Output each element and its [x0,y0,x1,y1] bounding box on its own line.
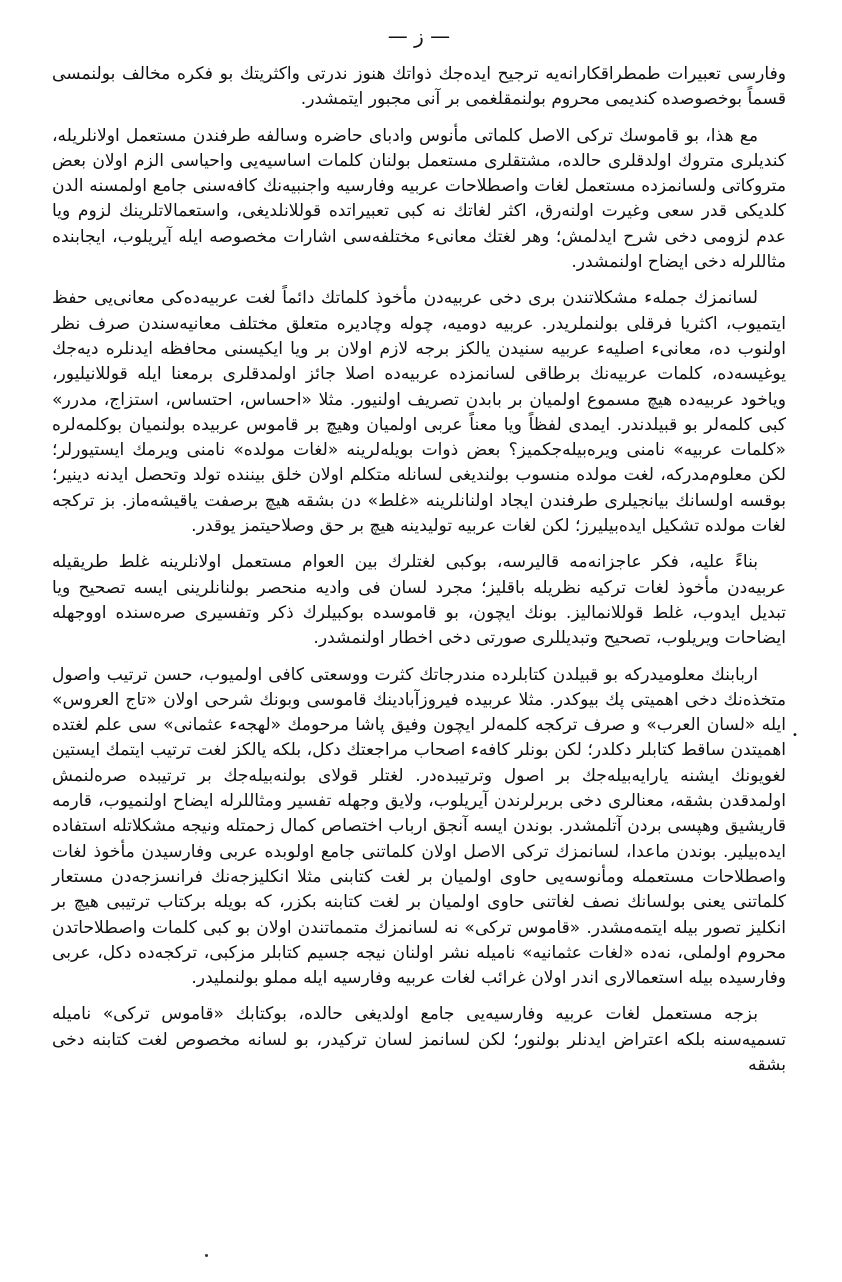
paragraph-1: وفارسی تعبیرات طمطراقکارانه‌یه ترجیح ایده‌جك ذواتك هنوز ندرتی واکثریتك بو فکره مخالف بولنمسی قسماً بوخصوصده کندیمی محروم بولنمقلغمی بر آنی مجبور ایتمشدر. [52,64,786,110]
margin-dot-mark: • [792,730,798,741]
page-number: — ز — [387,24,451,48]
paragraph-6: بزجه مستعمل لغات عربیه وفارسیه‌یی جامع اولدیغی حالده، بوکتابك «قاموس ترکی» نامیله تسمیه‌سنه بلکه اعتراض ایدنلر بولنور؛ لکن لسانمز لسان ترکیدر، بو لسانه مخصوص لغت کتابنه دخی بشقه [52,1004,786,1075]
paragraph-2: مع هذا، بو قاموسك ترکی الاصل کلماتی مأنوس وادبای حاضره وسالفه طرفندن مستعمل اولانلریله، کندیلری متروك اولدقلری حالده، مشتقلری مستعمل بولنان کلمات اساسیه‌یی واحیاسی الزم اولان بعض متروکاتی ولسانمزده مستعمل لغات واصطلاحات عربیه وفارسیه واجنبیه‌نك کافه‌سنی جامع اولمسنه الدن کلدیکی قدر سعی وغیرت اولنه‌رق، اکثر لغاتك نه کبی تعبیراتده قوللانلدیغی، واستعمالاتلرینك لزوم ویا عدم لزومی دخی شرح ایدلمش؛ وهر لغتك معانیء مختلفه‌سی اشارات مخصوصه ایله آیریلوب، ایجابنده مثاللرله دخی ایضاح اولنمشدر. [52,125,786,273]
paragraph-4: بناءً علیه، فکر عاجزانه‌مه قالیرسه، بوکبی لغتلرك بین العوام مستعمل اولانلرینه غلط طریقیله عربیه‌دن مأخوذ لغات ترکیه نظریله باقلیز؛ مجرد لسان فی وادیه منحصر بولنانلرینی ایسه تصحیح ویا تبدیل ایدوب، غلط قوللانمالیز. بونك ایچون، بو قاموسده بوکبیلرك ذکر وتفسیری صره‌سنده اووجهله ایضاحات ویریلوب، تصحیح وتبدیللری صورتی دخی اخطار اولنمشدر. [52,552,786,649]
paragraph-5: اربابنك معلومیدرکه بو قبیلدن کتابلرده مندرجاتك کثرت ووسعتی کافی اولمیوب، حسن ترتیب واصول متخذه‌نك دخی اهمیتی پك بیوکدر. مثلا عربیده فیروزآبادینك قاموسی وبونك شرحی اولان «تاج العروس» ایله «لسان العرب» و صرف ترکجه کلمه‌لر ایچون وفیق پاشا مرحومك «لهجهء عثمانی» سی علم لغتده اهمیتدن ساقط کتابلر دکلدر؛ لکن بونلر کافهء اصحاب مراجعتك دکل، بلکه یالکز لغت ترتیب ایتمك ایستین لغویونك ایشنه یارایه‌بیله‌جك بر اصول وترتیبده‌در. لغتلر قولای بولنه‌بیله‌جك بر ترتیبده صره‌لنمش اولمدقدن بشقه، معنالری دخی بربرلرندن آیریلوب، ولایق وجهله تفسیر ومثاللرله ایضاح اولنمیوب، قارمه قاریشیق وهپسی بردن آتلمشدر. بوندن ایسه آنجق ارباب اختصاص کمال زحمتله ونیجه مشکلاتله استفاده ایده‌بیلیر. بوندن ماعدا، لسانمزك ترکی الاصل اولان کلماتنی جامع اولوبده عربی وفارسیدن مأخوذ لغات واصطلاحات مستعمله ومأنوسه‌یی حاوی اولمیان بر لغت کتابنی مثلا انکلیزجه‌نك فرانسزجه‌دن مستعار کلماتنی یعنی بولسانك نصف لغاتنی حاوی اولمیان بر لغت کتابنه بکزر، که بویله برکتاب ترتیبی هیچ بر انکلیز تصور بیله ایتمه‌مشدر. «قاموس ترکی» نه لسانمزك متمماتندن اولان بو کبی کلمات واصطلاحاتدن محروم اولملی، نه‌ده «لغات عثمانیه» نامیله نشر اولنان نیجه جسیم کتابلر مزکبی، ترکجه‌ده دکل، عربی وفارسیده بیله استعمالاری اندر اولان غرائب لغات عربیه وفارسیه ایله مملو بولنملیدر. [52,664,786,989]
footer-dot-mark [205,1254,208,1257]
page-body [52,62,786,1078]
paragraph-3: لسانمزك جمله‌ء مشکلاتندن بری دخی عربیه‌دن مأخوذ کلماتك دائماً لغت عربیه‌ده‌کی معانی‌یی حفظ ایتمیوب، اکثریا فرقلی بولنملریدر. عربیه دومیه، چوله وچادیره متعلق مختلف معانیه‌سندن صرف نظر اولنوب ده، معانیء اصلیهء عربیه سنیدن یالکز برجه لازم اولان بر ویا ایکیسنی محافظه ایدنلره دیه‌جك یوغیسه‌ده، کلمات عربیه‌نك برطاقی لسانمزده عربیه‌ده اصلا جائز اولمدقلری برمعنا ایله قوللانیلیور، ویاخود عربیه‌ده هیچ مسموع اولمیان بر بابدن تصریف اولنیور. مثلا «احساس، احتساس، استزاج، مدرر» کبی کلمه‌لر بو قبیلدندر. ایمدی لفظاً ویا معناً عربی اولمیان وهیچ بر قاموس عربیده بولنمیان بوکلمه‌لره «کلمات عربیه» نامنی ویره‌بیله‌جکمیز؟ بعض ذوات بویله‌لرینه «لغات مولده» نامنی ویرمك ایستیورلر؛ لکن معلوم‌مدرکه، لغت مولده منسوب بولندیغی لسانله متکلم اولان خلق بیننده تولد وتحصل ایدنه دینیر؛ بوقسه اولسانك بیانجیلری طرفندن ایجاد اولنانلرینه «غلط» دن بشقه هیچ برصفت یاقیشه‌ماز. بز ترکجه لغات مولده تشکیل ایده‌بیلیرز؛ لکن لغات عربیه تولیدینه هیچ بر حق وصلاحیتمز یوقدر. [52,288,786,537]
document-page [52,24,786,1264]
